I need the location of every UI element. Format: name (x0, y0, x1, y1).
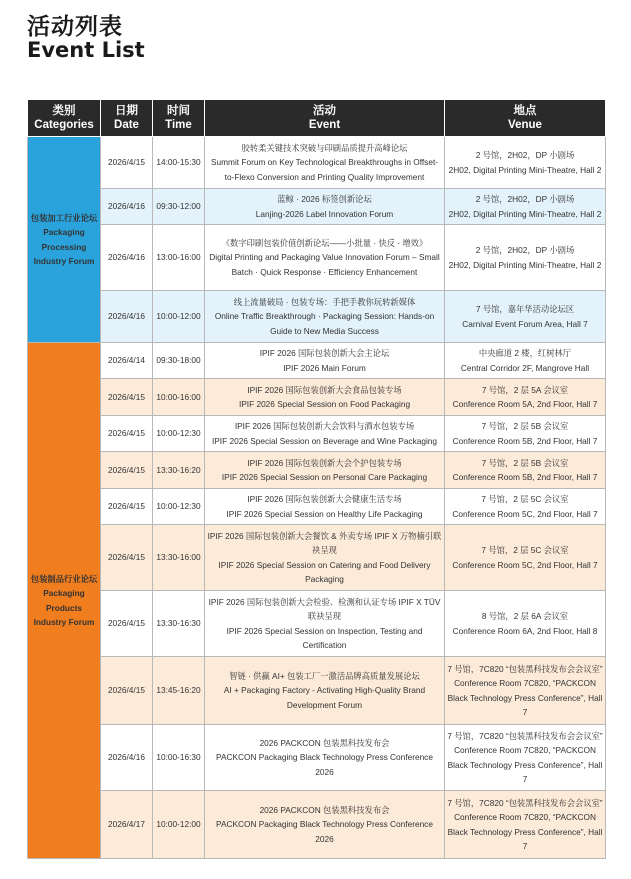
time-cell (153, 657, 205, 725)
event-title-cn: IPIF 2026 国际包装创新大会检验、检测和认证专场 IPIF X TÜV 联袂呈现 (208, 597, 441, 622)
event-title-cn: IPIF 2026 国际包装创新大会主论坛 (259, 348, 390, 359)
venue-cell (445, 137, 606, 189)
venue-cell (445, 452, 606, 489)
table-row (28, 379, 606, 416)
event-cell (205, 725, 445, 791)
time-text: 13:30-16:20 (156, 464, 201, 475)
event-title-cn: 胶转柔关键技术突破与印刷品质提升高峰论坛 (241, 143, 408, 154)
venue-cn: 中央廊道 2 楼，红树林厅 (478, 348, 572, 359)
date-cell (101, 657, 153, 725)
event-title-en: AI + Packaging Factory - Activating High-Quality Brand Development Forum (223, 685, 426, 710)
category-cn: 包装加工行业论坛 (30, 213, 98, 224)
event-title-en: IPIF 2026 Special Session on Food Packaging (238, 399, 411, 409)
date-text: 2026/4/17 (108, 819, 145, 830)
venue-cell (445, 591, 606, 657)
venue-cell (445, 525, 606, 591)
event-cell (205, 489, 445, 525)
time-cell (153, 791, 205, 859)
table-row (28, 725, 606, 791)
event-title-cn: 线上流量破局 · 包装专场：手把手教你玩转新媒体 (233, 297, 416, 308)
time-cell (153, 452, 205, 489)
table-row (28, 343, 606, 379)
header-category: 类别 Categories (28, 100, 101, 137)
event-title-cn: 《数字印刷包装价值创新论坛——小批量 · 快反 · 增效》 (221, 238, 428, 249)
time-cell (153, 416, 205, 452)
time-cell (153, 379, 205, 416)
event-cell (205, 416, 445, 452)
time-text: 10:00-16:30 (156, 752, 201, 763)
event-title-cn: IPIF 2026 国际包装创新大会个护包装专场 (247, 457, 402, 468)
event-title-en: IPIF 2026 Special Session on Beverage and Wine Packaging (211, 435, 438, 446)
venue-cn: 2 号馆，2H02，DP 小剧场 (475, 150, 575, 161)
table-header-row (28, 100, 606, 137)
venue-cn: 2 号馆，2H02，DP 小剧场 (475, 245, 575, 256)
venue-cn: 2 号馆，2H02，DP 小剧场 (475, 194, 575, 205)
date-text: 2026/4/15 (108, 685, 145, 696)
event-cell (205, 452, 445, 489)
time-cell (153, 489, 205, 525)
event-title-en: PACKCON Packaging Black Technology Press Conference 2026 (216, 752, 433, 777)
category-en: Packaging Processing Industry Forum (33, 227, 95, 266)
category-cell (28, 137, 101, 343)
date-cell (101, 416, 153, 452)
event-title-cn: IPIF 2026 国际包装创新大会健康生活专场 (247, 494, 402, 505)
table-row (28, 137, 606, 189)
venue-en: Conference Room 5C, 2nd Floor, Hall 7 (452, 508, 598, 519)
venue-cell (445, 657, 606, 725)
date-cell (101, 137, 153, 189)
date-text: 2026/4/16 (108, 252, 145, 263)
date-text: 2026/4/15 (108, 157, 145, 168)
venue-cn: 7 号馆，7C820 “包装黑科技发布会会议室” (447, 664, 603, 675)
time-text: 09:30-18:00 (156, 355, 201, 366)
time-text: 10:00-12:00 (156, 311, 201, 322)
venue-en: Conference Room 5A, 2nd Floor, Hall 7 (452, 399, 598, 409)
date-text: 2026/4/15 (108, 501, 145, 512)
venue-en: Conference Room 7C820, “PACKCON Black Technology Press Conference”, Hall 7 (447, 812, 603, 851)
venue-en: 2H02, Digital Printing Mini-Theatre, Hall 2 (448, 259, 602, 270)
venue-cn: 8 号馆，2 层 6A 会议室 (481, 611, 569, 622)
event-title-en: Summit Forum on Key Technological Breakthroughs in Offset-to-Flexo Conversion and Printing Quality Improvement (210, 157, 439, 182)
venue-en: Carnival Event Forum Area, Hall 7 (462, 318, 588, 329)
venue-en: Conference Room 7C820, “PACKCON Black Technology Press Conference”, Hall 7 (447, 678, 603, 717)
event-title-en: IPIF 2026 Special Session on Healthy Life Packaging (226, 508, 423, 519)
time-cell (153, 291, 205, 343)
venue-cell (445, 489, 606, 525)
date-cell (101, 452, 153, 489)
venue-cell (445, 225, 606, 291)
time-cell (153, 591, 205, 657)
time-text: 13:45-16:20 (156, 685, 201, 696)
date-text: 2026/4/16 (108, 752, 145, 763)
date-cell (101, 591, 153, 657)
venue-cn: 7 号馆，2 层 5B 会议室 (481, 421, 569, 432)
time-cell (153, 137, 205, 189)
date-cell (101, 725, 153, 791)
venue-cell (445, 189, 606, 225)
time-cell (153, 189, 205, 225)
venue-en: Conference Room 5B, 2nd Floor, Hall 7 (452, 435, 598, 446)
event-cell (205, 189, 445, 225)
event-title-en: IPIF 2026 Special Session on Inspection, Testing and Certification (226, 625, 423, 650)
event-title-cn: IPIF 2026 国际包装创新大会饮料与酒水包装专场 (234, 421, 415, 432)
venue-en: Conference Room 5B, 2nd Floor, Hall 7 (452, 472, 598, 482)
time-text: 13:00-16:00 (156, 252, 201, 263)
page-title-en: Event List (27, 38, 145, 62)
time-text: 13:30-16:30 (156, 618, 201, 629)
category-cn: 包装制品行业论坛 (30, 574, 98, 585)
time-cell (153, 343, 205, 379)
event-title-cn: IPIF 2026 国际包装创新大会餐饮 & 外卖专场 IPIF X 万物楠引联袂呈现 (207, 531, 442, 556)
event-title-cn: 智链 · 供赢 AI+ 包装工厂一激活品牌高质量发展论坛 (229, 671, 420, 682)
time-text: 14:00-15:30 (156, 157, 201, 168)
event-cell (205, 657, 445, 725)
table-row (28, 291, 606, 343)
table-row (28, 591, 606, 657)
event-cell (205, 291, 445, 343)
event-title-en: PACKCON Packaging Black Technology Press Conference 2026 (216, 819, 433, 844)
date-text: 2026/4/15 (108, 428, 145, 439)
venue-cn: 7 号馆，2 层 5C 会议室 (481, 545, 569, 556)
time-text: 10:00-12:00 (156, 819, 201, 830)
venue-en: 2H02, Digital Printing Mini-Theatre, Hall 2 (448, 208, 602, 219)
table-row (28, 791, 606, 859)
venue-en: Conference Room 6A, 2nd Floor, Hall 8 (452, 625, 598, 636)
table-row (28, 489, 606, 525)
time-cell (153, 725, 205, 791)
venue-cn: 7 号馆，2 层 5A 会议室 (481, 384, 569, 395)
venue-cell (445, 379, 606, 416)
time-cell (153, 525, 205, 591)
time-text: 10:00-12:30 (156, 428, 201, 439)
time-text: 10:00-16:00 (156, 391, 201, 402)
event-cell (205, 343, 445, 379)
category-cell (28, 343, 101, 859)
event-title-en: IPIF 2026 Main Forum (283, 362, 366, 373)
time-text: 09:30-12:00 (156, 201, 201, 212)
header-event: 活动 Event (205, 100, 445, 137)
event-title-cn: 2026 PACKCON 包装黑科技发布会 (259, 738, 390, 749)
date-cell (101, 343, 153, 379)
date-text: 2026/4/15 (108, 391, 145, 402)
event-title-cn: 蓝鲸 · 2026 标签创新论坛 (277, 194, 372, 205)
time-cell (153, 225, 205, 291)
venue-cn: 7 号馆，嘉年华活动论坛区 (475, 304, 575, 315)
event-cell (205, 525, 445, 591)
event-cell (205, 137, 445, 189)
header-time: 时间 Time (153, 100, 205, 137)
date-cell (101, 525, 153, 591)
date-cell (101, 791, 153, 859)
header-venue: 地点 Venue (445, 100, 606, 137)
venue-en: Central Corridor 2F, Mangrove Hall (460, 362, 590, 373)
event-title-en: IPIF 2026 Special Session on Catering and Food Delivery Packaging (218, 559, 431, 584)
table-row (28, 525, 606, 591)
time-text: 10:00-12:30 (156, 501, 201, 512)
event-title-cn: IPIF 2026 国际包装创新大会食品包装专场 (247, 384, 402, 395)
date-cell (101, 225, 153, 291)
date-cell (101, 189, 153, 225)
table-row (28, 225, 606, 291)
date-cell (101, 379, 153, 416)
event-title-en: Digital Printing and Packaging Value Innovation Forum – Small Batch · Quick Response · Efficiency Enhancement (209, 252, 440, 277)
date-cell (101, 291, 153, 343)
category-en: Packaging Products Industry Forum (33, 588, 95, 627)
venue-cell (445, 791, 606, 859)
event-title-cn: 2026 PACKCON 包装黑科技发布会 (259, 805, 390, 816)
event-cell (205, 225, 445, 291)
venue-cn: 7 号馆，2 层 5B 会议室 (481, 457, 569, 468)
venue-cn: 7 号馆，7C820 “包装黑科技发布会会议室” (447, 731, 603, 742)
header-date: 日期 Date (101, 100, 153, 137)
table-row (28, 452, 606, 489)
date-text: 2026/4/14 (108, 355, 145, 366)
table-row (28, 189, 606, 225)
date-text: 2026/4/16 (108, 311, 145, 322)
venue-cell (445, 343, 606, 379)
date-text: 2026/4/15 (108, 618, 145, 629)
venue-cn: 7 号馆，7C820 “包装黑科技发布会会议室” (447, 798, 603, 809)
venue-cell (445, 291, 606, 343)
venue-en: 2H02, Digital Printing Mini-Theatre, Hall 2 (448, 164, 602, 175)
event-cell (205, 791, 445, 859)
venue-cell (445, 416, 606, 452)
page-title-cn: 活动列表 (27, 14, 123, 40)
time-text: 13:30-16:00 (156, 552, 201, 563)
event-title-en: Lanjing-2026 Label Innovation Forum (255, 208, 394, 219)
date-text: 2026/4/15 (108, 552, 145, 563)
table-row (28, 416, 606, 452)
venue-cn: 7 号馆，2 层 5C 会议室 (481, 494, 569, 505)
event-title-en: Online Traffic Breakthrough · Packaging Session: Hands-on Guide to New Media Success (214, 311, 435, 336)
event-cell (205, 379, 445, 416)
event-table (27, 99, 606, 859)
venue-en: Conference Room 7C820, “PACKCON Black Technology Press Conference”, Hall 7 (447, 745, 603, 784)
venue-en: Conference Room 5C, 2nd Floor, Hall 7 (452, 559, 598, 570)
date-cell (101, 489, 153, 525)
event-title-en: IPIF 2026 Special Session on Personal Care Packaging (221, 472, 428, 482)
venue-cell (445, 725, 606, 791)
date-text: 2026/4/16 (108, 201, 145, 212)
table-row (28, 657, 606, 725)
date-text: 2026/4/15 (108, 464, 145, 475)
event-cell (205, 591, 445, 657)
